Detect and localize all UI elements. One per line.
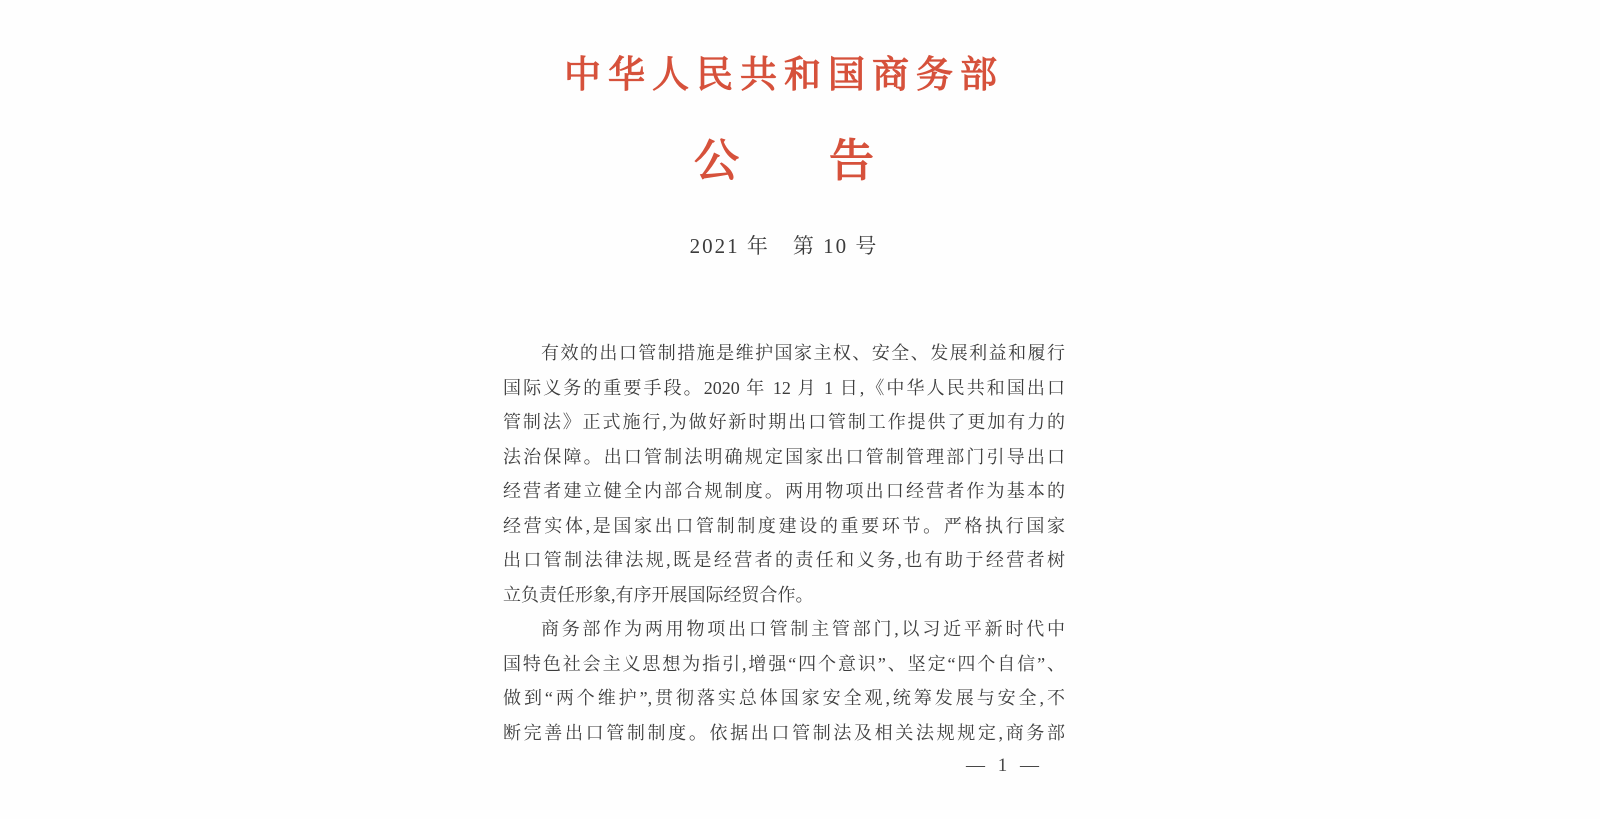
issue-number: 2021 年 第 10 号	[689, 234, 879, 258]
body-line: 管制法》正式施行,为做好新时期出口管制工作提供了更加有力的	[503, 412, 1065, 432]
paragraph	[503, 612, 1065, 750]
body-line: 有效的出口管制措施是维护国家主权、安全、发展利益和履行	[541, 343, 1065, 363]
body-line: 经营者建立健全内部合规制度。两用物项出口经营者作为基本的	[503, 481, 1065, 501]
ministry-title: 中华人民共和国商务部	[564, 55, 1004, 96]
body-line: 出口管制法律法规,既是经营者的责任和义务,也有助于经营者树	[503, 550, 1065, 570]
body-line: 国特色社会主义思想为指引,增强“四个意识”、坚定“四个自信”、	[503, 653, 1065, 674]
body-line: 做到“两个维护”,贯彻落实总体国家安全观,统筹发展与安全,不	[503, 688, 1065, 708]
document-column	[503, 0, 1065, 819]
body-line: 断完善出口管制制度。依据出口管制法及相关法规规定,商务部	[503, 722, 1065, 743]
announcement-title: 公 告	[693, 136, 874, 186]
body-line: 立负责任形象,有序开展国际经贸合作。	[503, 584, 814, 605]
page-number: — 1 —	[966, 755, 1043, 776]
body-line: 经营实体,是国家出口管制制度建设的重要环节。严格执行国家	[503, 515, 1065, 536]
body-line: 法治保障。出口管制法明确规定国家出口管制管理部门引导出口	[503, 446, 1065, 467]
body-line: 国际义务的重要手段。2020 年 12 月 1 日,《中华人民共和国出口	[503, 377, 1065, 398]
paragraph	[503, 336, 1065, 612]
body-line: 商务部作为两用物项出口管制主管部门,以习近平新时代中	[541, 619, 1065, 639]
document-body	[503, 336, 1065, 750]
